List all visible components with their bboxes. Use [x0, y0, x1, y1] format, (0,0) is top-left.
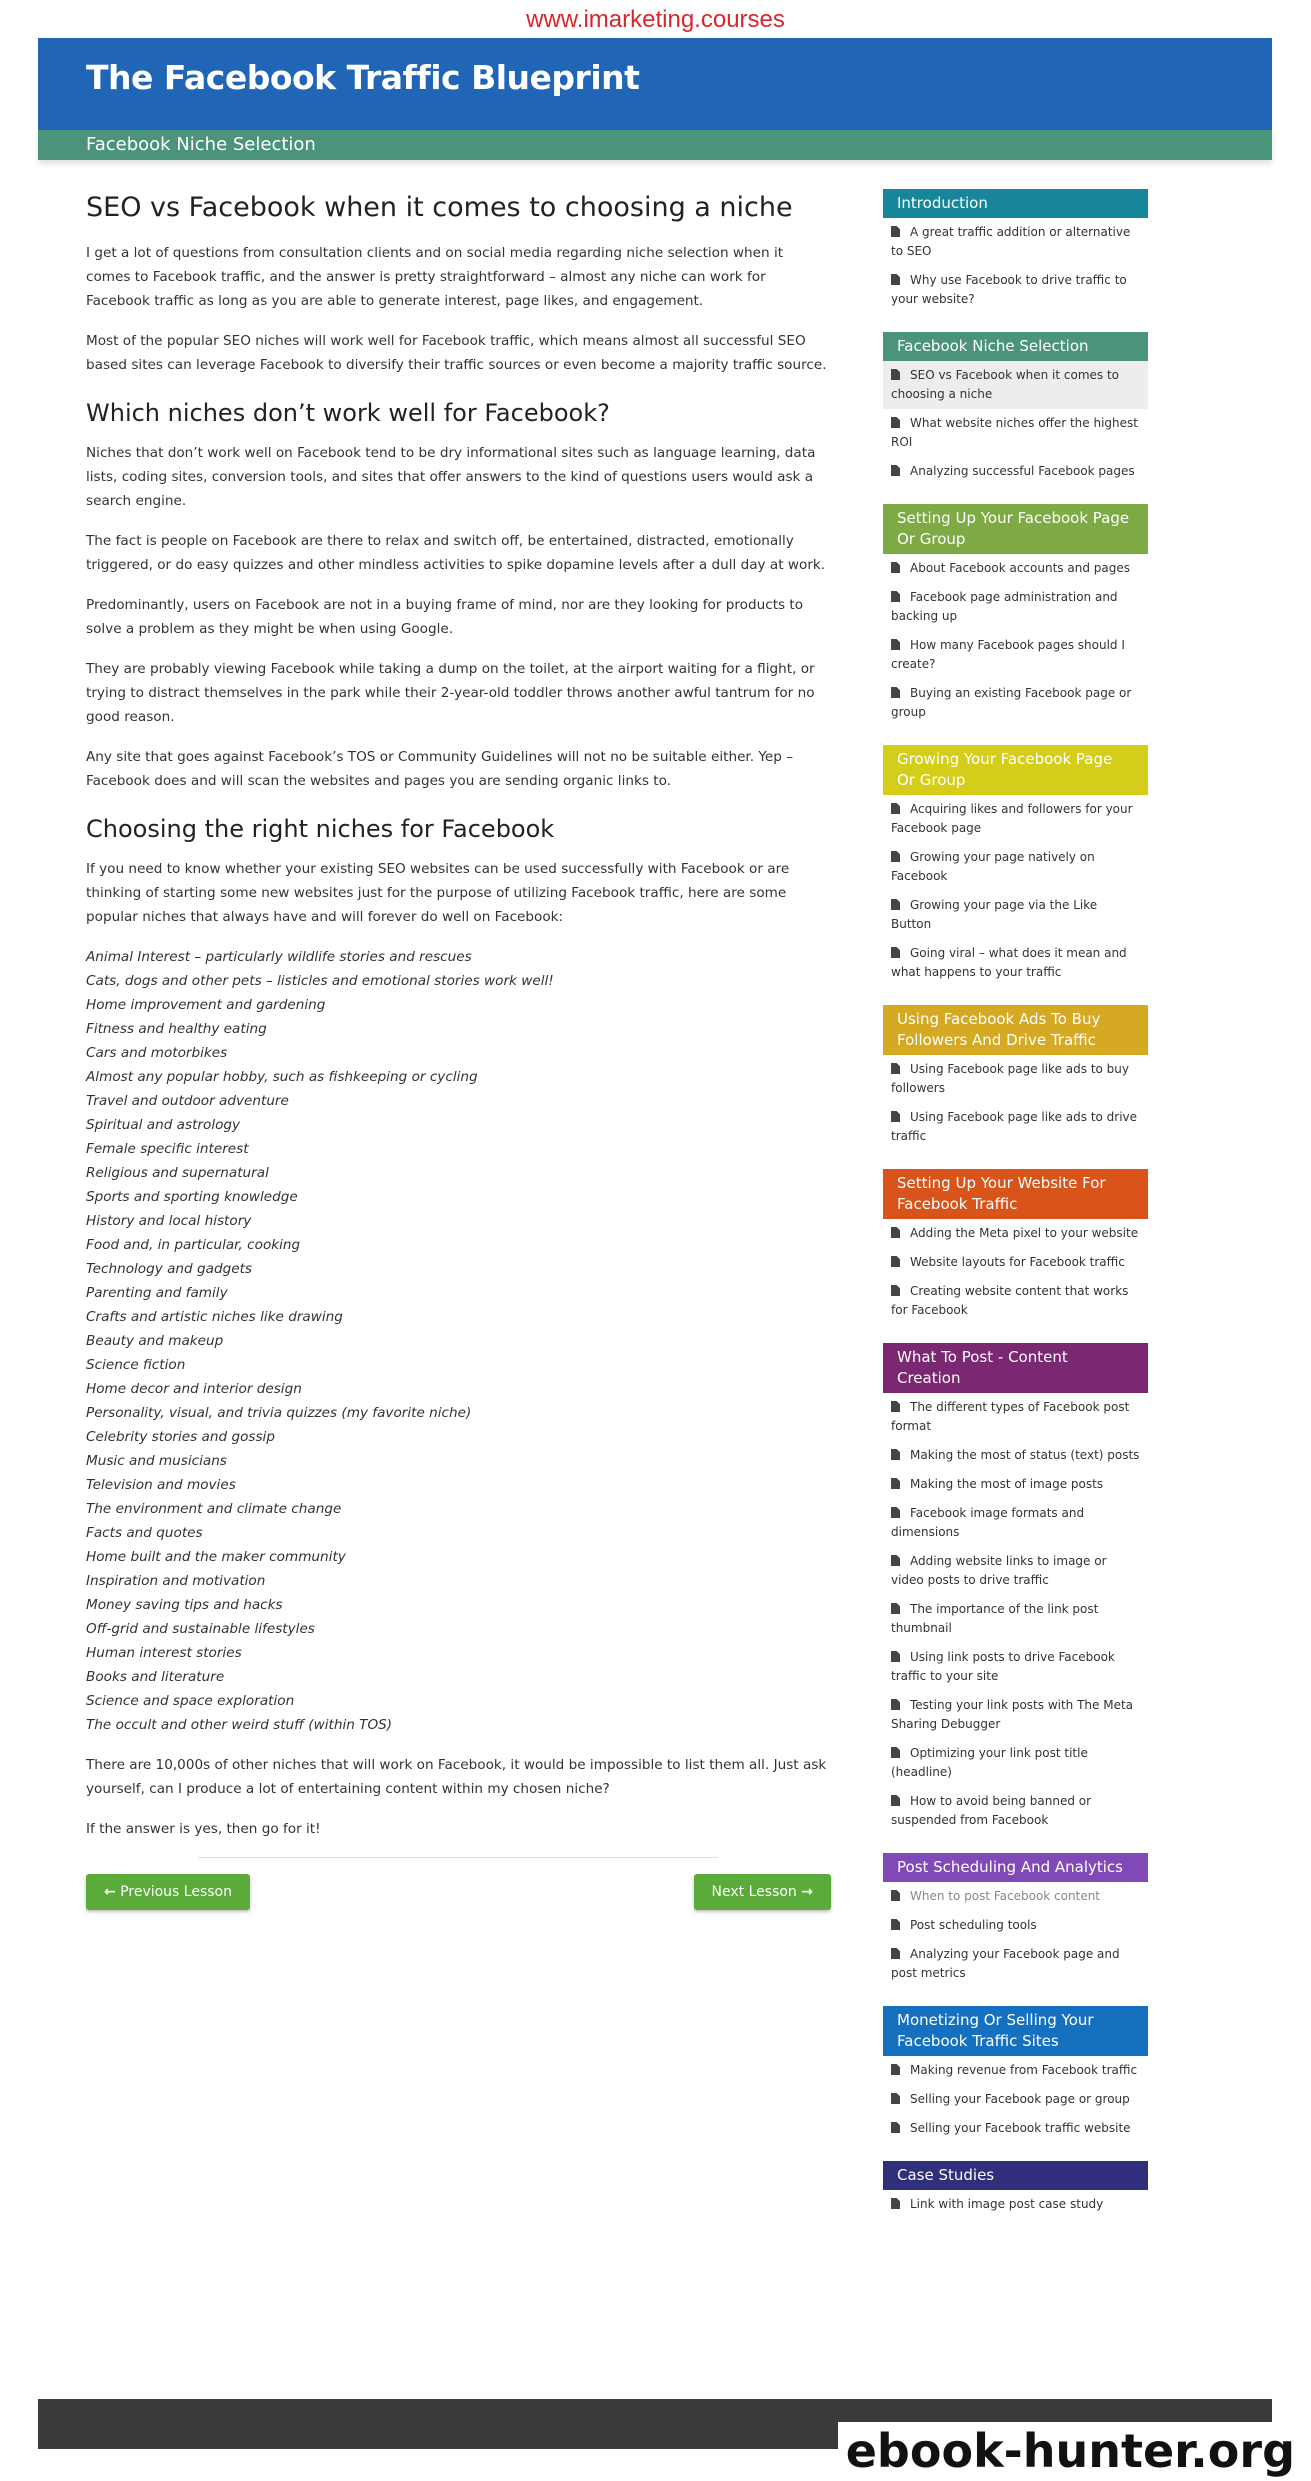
- niche-list-item: Facts and quotes: [86, 1525, 203, 1541]
- previous-lesson-label: Previous Lesson: [120, 1884, 232, 1900]
- niche-list-item: Money saving tips and hacks: [86, 1597, 283, 1613]
- paragraph: I get a lot of questions from consultation clients and on social media regarding niche selection when it comes to Facebook traffic, and the answer is pretty straightforward – almost any niche can work for Facebook traffic as long as you are able to generate interest, page likes, and engagement.: [86, 245, 784, 309]
- document-icon: [891, 1795, 900, 1806]
- sidebar-lesson-list: [883, 1219, 1148, 1325]
- site-header: [38, 38, 1272, 130]
- niche-list-item: Fitness and healthy eating: [86, 1021, 267, 1037]
- paragraph: Any site that goes against Facebook’s TOS or Community Guidelines will not no be suitable either. Yep – Facebook does and will scan the websites and pages you are sending organic links to.: [86, 749, 794, 789]
- niche-list-item: Almost any popular hobby, such as fishkeeping or cycling: [86, 1069, 478, 1085]
- sidebar-lesson-link[interactable]: [883, 1882, 1148, 1911]
- sidebar-lesson-link[interactable]: [883, 679, 1148, 727]
- document-icon: [891, 2064, 900, 2075]
- section-heading: Choosing the right niches for Facebook: [86, 815, 555, 843]
- sidebar-section: [883, 189, 1148, 314]
- niche-list-item: The environment and climate change: [86, 1501, 342, 1517]
- sidebar-lesson-label: Using link posts to drive Facebook traffic to your site: [891, 1650, 1115, 1683]
- niche-list-item: The occult and other weird stuff (within TOS): [86, 1717, 393, 1733]
- sidebar-lesson-label: How many Facebook pages should I create?: [891, 638, 1125, 671]
- niche-list-item: Sports and sporting knowledge: [86, 1189, 298, 1205]
- niche-list-item: Home decor and interior design: [86, 1381, 302, 1397]
- sidebar-lesson-link[interactable]: [883, 2085, 1148, 2114]
- niche-list-item: Home improvement and gardening: [86, 997, 326, 1013]
- document-icon: [891, 947, 900, 958]
- document-icon: [891, 226, 900, 237]
- document-icon: [891, 899, 900, 910]
- sidebar-section-title[interactable]: Setting Up Your Website For Facebook Traffic: [883, 1169, 1148, 1219]
- sidebar-section: [883, 1853, 1148, 1988]
- document-icon: [891, 1603, 900, 1614]
- sidebar-section-title[interactable]: What To Post - Content Creation: [883, 1343, 1148, 1393]
- sidebar-lesson-link[interactable]: [883, 1643, 1148, 1691]
- niche-list-item: Human interest stories: [86, 1645, 242, 1661]
- document-icon: [891, 2093, 900, 2104]
- sidebar-lesson-label: Using Facebook page like ads to drive traffic: [891, 1110, 1138, 1143]
- next-lesson-button[interactable]: [694, 1874, 831, 1910]
- sidebar-lesson-link[interactable]: [883, 1691, 1148, 1739]
- sidebar-section: [883, 745, 1148, 987]
- sidebar-lesson-link[interactable]: [883, 1103, 1148, 1151]
- sidebar-lesson-label: Acquiring likes and followers for your Facebook page: [891, 802, 1133, 835]
- paragraph: Predominantly, users on Facebook are not in a buying frame of mind, nor are they looking for products to solve a problem as they might be when using Google.: [86, 597, 804, 637]
- course-outline-sidebar: [883, 189, 1148, 2237]
- document-icon: [891, 1401, 900, 1412]
- sidebar-lesson-link[interactable]: [883, 1248, 1148, 1277]
- niche-list-item: Food and, in particular, cooking: [86, 1237, 301, 1253]
- sidebar-lesson-list: [883, 1393, 1148, 1835]
- sidebar-lesson-link[interactable]: [883, 1470, 1148, 1499]
- section-heading: Which niches don’t work well for Facebook?: [86, 399, 610, 427]
- niche-list-item: Female specific interest: [86, 1141, 249, 1157]
- document-icon: [891, 2122, 900, 2133]
- niche-list-item: Science fiction: [86, 1357, 186, 1373]
- sidebar-lesson-label: Going viral – what does it mean and what happens to your traffic: [891, 946, 1127, 979]
- document-icon: [891, 1919, 900, 1930]
- niche-list-item: Music and musicians: [86, 1453, 227, 1469]
- sidebar-section-title[interactable]: Case Studies: [883, 2161, 1148, 2190]
- sidebar-lesson-list: [883, 2190, 1148, 2219]
- sidebar-section-title[interactable]: Setting Up Your Facebook Page Or Group: [883, 504, 1148, 554]
- sidebar-lesson-label: Buying an existing Facebook page or group: [891, 686, 1132, 719]
- niche-list-item: Parenting and family: [86, 1285, 228, 1301]
- paragraph: If the answer is yes, then go for it!: [86, 1821, 321, 1837]
- sidebar-lesson-link[interactable]: [883, 1787, 1148, 1835]
- document-icon: [891, 803, 900, 814]
- niche-list-item: Home built and the maker community: [86, 1549, 346, 1565]
- document-icon: [891, 1890, 900, 1901]
- document-icon: [891, 591, 900, 602]
- document-icon: [891, 417, 900, 428]
- sidebar-section-title[interactable]: Monetizing Or Selling Your Facebook Traffic Sites: [883, 2006, 1148, 2056]
- lesson-content: [86, 188, 831, 1910]
- sidebar-lesson-label: A great traffic addition or alternative to SEO: [891, 225, 1131, 258]
- niche-list-item: Off-grid and sustainable lifestyles: [86, 1621, 315, 1637]
- document-icon: [891, 1227, 900, 1238]
- sidebar-lesson-label: Optimizing your link post title (headline): [891, 1746, 1088, 1779]
- sidebar-lesson-link[interactable]: [883, 1739, 1148, 1787]
- sidebar-lesson-link[interactable]: [883, 1393, 1148, 1441]
- sidebar-lesson-link[interactable]: [883, 457, 1148, 486]
- section-bar: [38, 130, 1272, 160]
- niche-list-item: Spiritual and astrology: [86, 1117, 241, 1133]
- document-icon: [891, 1478, 900, 1489]
- niche-list-item: Television and movies: [86, 1477, 236, 1493]
- sidebar-lesson-label: Using Facebook page like ads to buy followers: [891, 1062, 1129, 1095]
- sidebar-lesson-link[interactable]: [883, 1911, 1148, 1940]
- niche-list-item: Crafts and artistic niches like drawing: [86, 1309, 343, 1325]
- document-icon: [891, 1948, 900, 1959]
- sidebar-section: [883, 2161, 1148, 2219]
- site-title[interactable]: The Facebook Traffic Blueprint: [86, 58, 640, 97]
- document-icon: [891, 1256, 900, 1267]
- sidebar-lesson-link[interactable]: [883, 1547, 1148, 1595]
- sidebar-lesson-label: About Facebook accounts and pages: [910, 561, 1130, 575]
- sidebar-lesson-label: Facebook image formats and dimensions: [891, 1506, 1085, 1539]
- source-url-link[interactable]: www.imarketing.courses: [526, 6, 785, 33]
- sidebar-lesson-label: Selling your Facebook traffic website: [910, 2121, 1131, 2135]
- niche-list-item: Personality, visual, and trivia quizzes (my favorite niche): [86, 1405, 472, 1421]
- sidebar-lesson-link[interactable]: [883, 1277, 1148, 1325]
- sidebar-lesson-label: Post scheduling tools: [910, 1918, 1037, 1932]
- sidebar-lesson-label: Analyzing successful Facebook pages: [910, 464, 1135, 478]
- niche-list-item: Cats, dogs and other pets – listicles and emotional stories work well!: [86, 973, 554, 989]
- sidebar-lesson-label: What website niches offer the highest ROI: [891, 416, 1138, 449]
- sidebar-lesson-list: [883, 1055, 1148, 1151]
- sidebar-lesson-label: Testing your link posts with The Meta Sharing Debugger: [891, 1698, 1134, 1731]
- watermark-text: ebook-hunter.org: [838, 2422, 1303, 2480]
- sidebar-lesson-link[interactable]: [883, 939, 1148, 987]
- document-icon: [891, 687, 900, 698]
- niche-list-item: Technology and gadgets: [86, 1261, 252, 1277]
- sidebar-lesson-link[interactable]: [883, 795, 1148, 843]
- sidebar-lesson-list: [883, 2056, 1148, 2143]
- sidebar-lesson-label: Making revenue from Facebook traffic: [910, 2063, 1138, 2077]
- paragraph: Niches that don’t work well on Facebook tend to be dry informational sites such as language learning, data lists, coding sites, conversion tools, and sites that offer answers to the kind of questions users would ask a search engine.: [86, 445, 816, 509]
- niche-list-item: Animal Interest – particularly wildlife stories and rescues: [86, 949, 472, 965]
- sidebar-lesson-link[interactable]: [883, 409, 1148, 457]
- sidebar-lesson-label: Making the most of image posts: [910, 1477, 1104, 1491]
- niche-list-item: Religious and supernatural: [86, 1165, 269, 1181]
- sidebar-lesson-link[interactable]: [883, 1595, 1148, 1643]
- divider: [198, 1857, 718, 1858]
- paragraph: Most of the popular SEO niches will work well for Facebook traffic, which means almost all successful SEO based sites can leverage Facebook to diversify their traffic sources or even become a majority traffic source.: [86, 333, 827, 373]
- lesson-navigation: [86, 1874, 831, 1910]
- sidebar-lesson-link[interactable]: [883, 554, 1148, 583]
- sidebar-section: [883, 2006, 1148, 2143]
- sidebar-lesson-label: Selling your Facebook page or group: [910, 2092, 1130, 2106]
- sidebar-lesson-link[interactable]: [883, 583, 1148, 631]
- sidebar-lesson-list: [883, 554, 1148, 727]
- sidebar-lesson-label: The different types of Facebook post format: [891, 1400, 1130, 1433]
- sidebar-lesson-label: SEO vs Facebook when it comes to choosing a niche: [891, 368, 1120, 401]
- sidebar-section: [883, 332, 1148, 486]
- sidebar-lesson-link[interactable]: [883, 2114, 1148, 2143]
- sidebar-lesson-link[interactable]: [883, 1219, 1148, 1248]
- sidebar-lesson-link[interactable]: [883, 631, 1148, 679]
- document-icon: [891, 1063, 900, 1074]
- sidebar-section-title[interactable]: Introduction: [883, 189, 1148, 218]
- previous-lesson-button[interactable]: [86, 1874, 250, 1910]
- sidebar-lesson-list: [883, 1882, 1148, 1988]
- sidebar-lesson-label: Growing your page natively on Facebook: [891, 850, 1095, 883]
- sidebar-lesson-link[interactable]: [883, 266, 1148, 314]
- niche-list-item: Travel and outdoor adventure: [86, 1093, 289, 1109]
- sidebar-lesson-label: The importance of the link post thumbnail: [891, 1602, 1099, 1635]
- paragraph: If you need to know whether your existing SEO websites can be used successfully with Facebook or are thinking of starting some new websites just for the purpose of utilizing Facebook traffic, here are some popular niches that always have and will forever do well on Facebook:: [86, 861, 790, 925]
- arrow-right-icon: →: [801, 1884, 813, 1900]
- arrow-left-icon: ←: [104, 1884, 116, 1900]
- sidebar-lesson-list: [883, 361, 1148, 486]
- sidebar-lesson-label: Growing your page via the Like Button: [891, 898, 1098, 931]
- sidebar-lesson-link[interactable]: [883, 843, 1148, 891]
- document-icon: [891, 1699, 900, 1710]
- sidebar-lesson-link[interactable]: [883, 1055, 1148, 1103]
- sidebar-lesson-label: Creating website content that works for Facebook: [891, 1284, 1129, 1317]
- document-icon: [891, 274, 900, 285]
- niche-list-item: Cars and motorbikes: [86, 1045, 228, 1061]
- document-icon: [891, 639, 900, 650]
- sidebar-lesson-label: Facebook page administration and backing up: [891, 590, 1118, 623]
- lesson-title: SEO vs Facebook when it comes to choosing a niche: [86, 192, 793, 223]
- paragraph: There are 10,000s of other niches that will work on Facebook, it would be impossible to list them all. Just ask yourself, can I produce a lot of entertaining content within my chosen niche?: [86, 1757, 827, 1797]
- sidebar-lesson-link[interactable]: [883, 218, 1148, 266]
- document-icon: [891, 1449, 900, 1460]
- sidebar-lesson-link[interactable]: [883, 2056, 1148, 2085]
- sidebar-section: [883, 504, 1148, 727]
- document-icon: [891, 562, 900, 573]
- document-icon: [891, 1285, 900, 1296]
- sidebar-lesson-link[interactable]: [883, 1441, 1148, 1470]
- sidebar-lesson-link[interactable]: [883, 1499, 1148, 1547]
- sidebar-section-title[interactable]: Facebook Niche Selection: [883, 332, 1148, 361]
- sidebar-lesson-label: Why use Facebook to drive traffic to your website?: [891, 273, 1127, 306]
- sidebar-section-title[interactable]: Post Scheduling And Analytics: [883, 1853, 1148, 1882]
- paragraph: The fact is people on Facebook are there to relax and switch off, be entertained, distracted, emotionally triggered, or do easy quizzes and other mindless activities to spike dopamine levels after a dull day at work.: [86, 533, 826, 573]
- sidebar-lesson-list: [883, 795, 1148, 987]
- document-icon: [891, 1507, 900, 1518]
- document-icon: [891, 369, 900, 380]
- current-section-label: Facebook Niche Selection: [86, 134, 316, 155]
- sidebar-section: [883, 1169, 1148, 1325]
- sidebar-section-title[interactable]: Growing Your Facebook Page Or Group: [883, 745, 1148, 795]
- niche-list-item: Inspiration and motivation: [86, 1573, 266, 1589]
- sidebar-lesson-label: Website layouts for Facebook traffic: [910, 1255, 1125, 1269]
- paragraph: They are probably viewing Facebook while taking a dump on the toilet, at the airport waiting for a flight, or trying to distract themselves in the park while their 2-year-old toddler throws another awful tantrum for no good reason.: [86, 661, 815, 725]
- sidebar-lesson-label: Making the most of status (text) posts: [910, 1448, 1140, 1462]
- document-icon: [891, 465, 900, 476]
- document-icon: [891, 1747, 900, 1758]
- sidebar-lesson-label: Analyzing your Facebook page and post metrics: [891, 1947, 1120, 1980]
- sidebar-lesson-label: Link with image post case study: [910, 2197, 1104, 2211]
- niche-list-item: Books and literature: [86, 1669, 225, 1685]
- next-lesson-label: Next Lesson: [711, 1884, 797, 1900]
- niche-list-item: Celebrity stories and gossip: [86, 1429, 275, 1445]
- document-icon: [891, 1651, 900, 1662]
- sidebar-lesson-label: Adding the Meta pixel to your website: [910, 1226, 1139, 1240]
- niche-list-item: History and local history: [86, 1213, 252, 1229]
- sidebar-lesson-label: Adding website links to image or video posts to drive traffic: [891, 1554, 1107, 1587]
- sidebar-section: [883, 1343, 1148, 1835]
- document-icon: [891, 851, 900, 862]
- sidebar-lesson-label: How to avoid being banned or suspended from Facebook: [891, 1794, 1092, 1827]
- sidebar-section: [883, 1005, 1148, 1151]
- document-icon: [891, 2198, 900, 2209]
- niche-list-item: Science and space exploration: [86, 1693, 295, 1709]
- document-icon: [891, 1555, 900, 1566]
- niche-list-item: Beauty and makeup: [86, 1333, 224, 1349]
- sidebar-lesson-label: When to post Facebook content: [910, 1889, 1101, 1903]
- niche-list: [86, 945, 831, 1737]
- sidebar-lesson-link[interactable]: [883, 2190, 1148, 2219]
- document-icon: [891, 1111, 900, 1122]
- sidebar-lesson-list: [883, 218, 1148, 314]
- sidebar-lesson-link[interactable]: [883, 361, 1148, 409]
- sidebar-lesson-link[interactable]: [883, 891, 1148, 939]
- sidebar-section-title[interactable]: Using Facebook Ads To Buy Followers And Drive Traffic: [883, 1005, 1148, 1055]
- sidebar-lesson-link[interactable]: [883, 1940, 1148, 1988]
